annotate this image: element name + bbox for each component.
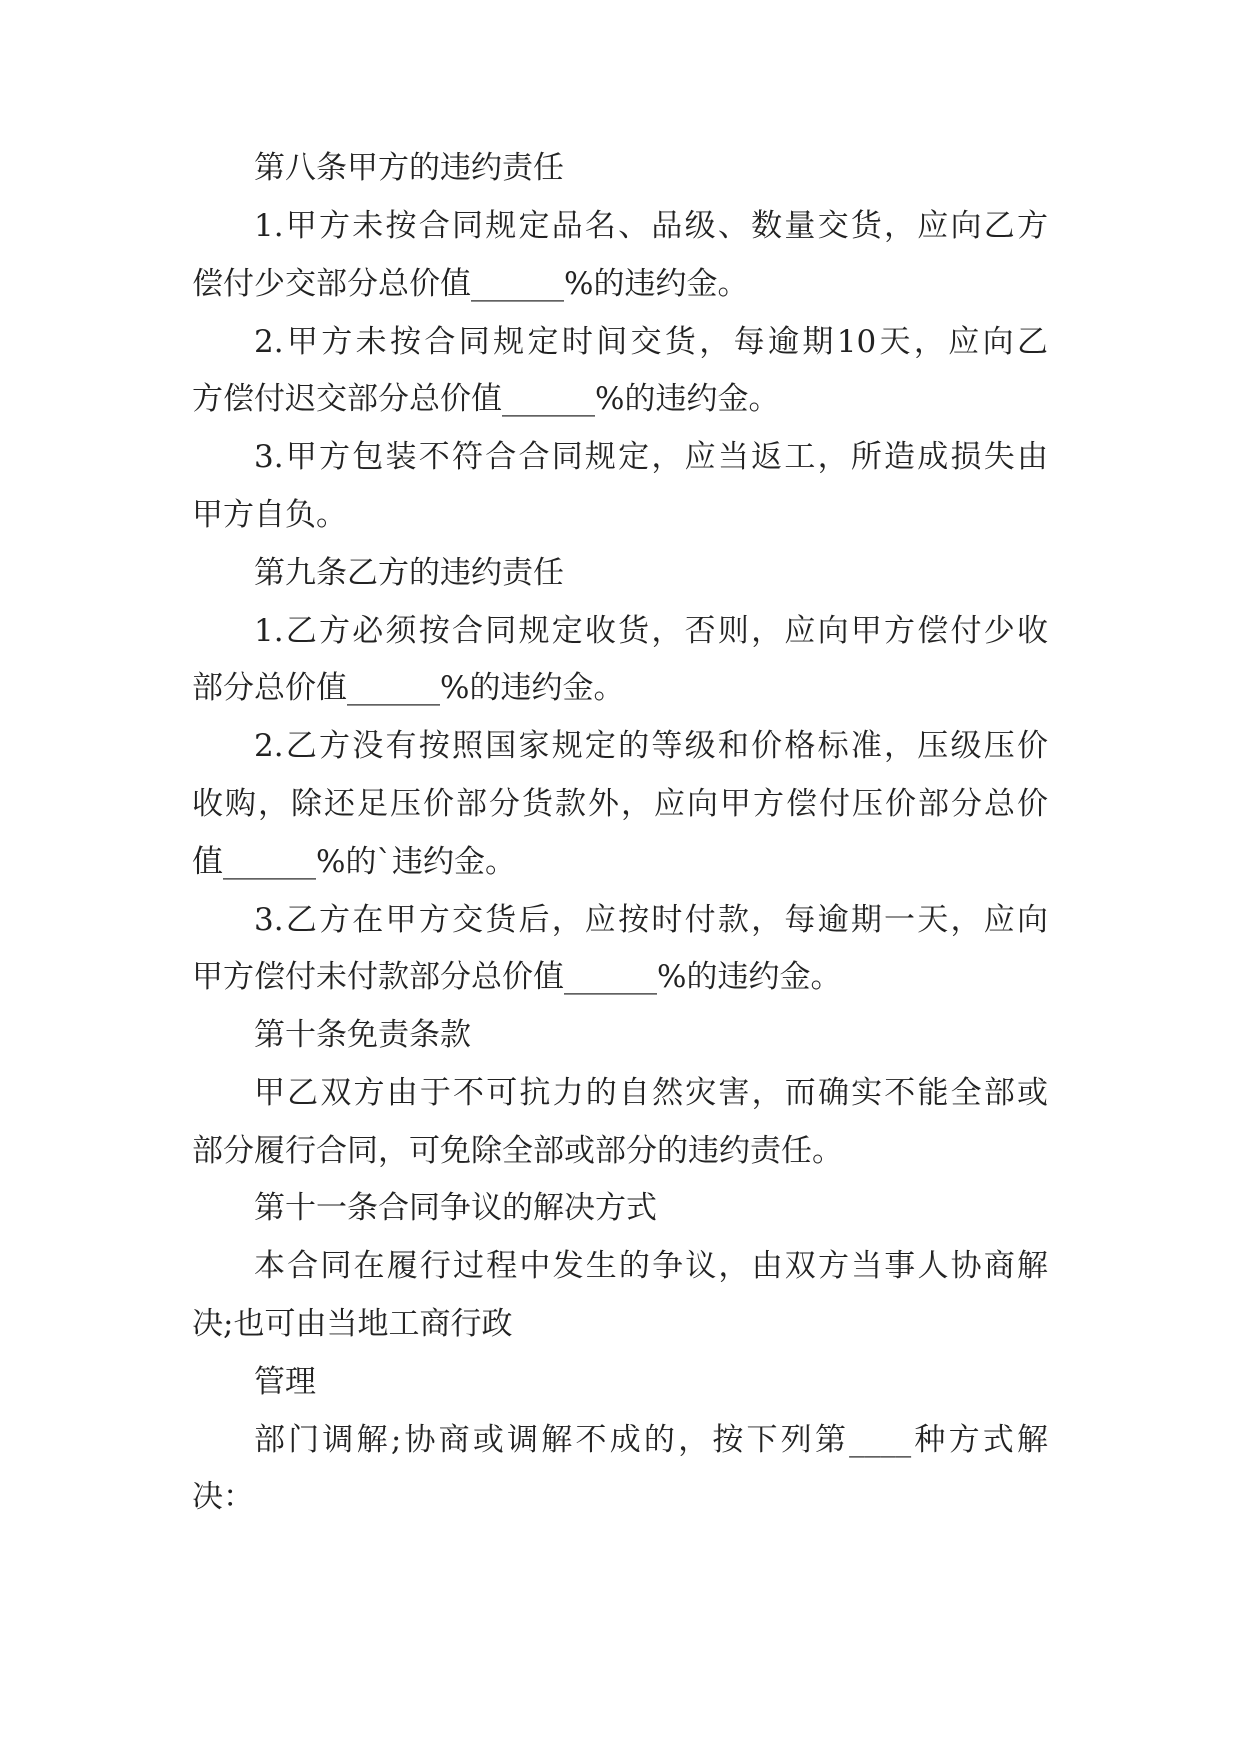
- article-11-heading: 第十一条合同争议的解决方式: [254, 1190, 657, 1226]
- article-9-item-2-line-2: 收购，除还足压价部分货款外，应向甲方偿付压价部分总价: [192, 786, 1048, 822]
- article-10-body-line-1: 甲乙双方由于不可抗力的自然灾害，而确实不能全部或: [254, 1075, 1048, 1111]
- article-11-body-line-1: 本合同在履行过程中发生的争议，由双方当事人协商解: [254, 1248, 1048, 1284]
- article-11-body-line-5: 决：: [192, 1479, 254, 1515]
- article-11-body-line-4: 部门调解;协商或调解不成的，按下列第____种方式解: [254, 1422, 1048, 1458]
- article-9-item-3-line-1: 3.乙方在甲方交货后，应按时付款，每逾期一天，应向: [254, 902, 1048, 938]
- article-10-body-line-2: 部分履行合同，可免除全部或部分的违约责任。: [192, 1133, 843, 1169]
- article-9-item-2-line-1: 2.乙方没有按照国家规定的等级和价格标准，压级压价: [254, 728, 1048, 764]
- article-9-item-1-line-2: 部分总价值______%的违约金。: [192, 670, 625, 706]
- article-8-item-3-line-1: 3.甲方包装不符合合同规定，应当返工，所造成损失由: [254, 439, 1048, 475]
- article-8-item-2-line-1: 2.甲方未按合同规定时间交货，每逾期10天，应向乙: [254, 324, 1048, 360]
- article-8-item-2-line-2: 方偿付迟交部分总价值______%的违约金。: [192, 381, 780, 417]
- article-10-heading: 第十条免责条款: [254, 1017, 471, 1053]
- article-11-body-line-2: 决;也可由当地工商行政: [192, 1306, 513, 1342]
- article-8-item-1-line-2: 偿付少交部分总价值______%的违约金。: [192, 266, 749, 302]
- article-8-heading: 第八条甲方的违约责任: [254, 150, 564, 186]
- article-9-heading: 第九条乙方的违约责任: [254, 555, 564, 591]
- article-9-item-2-line-3: 值______%的`违约金。: [192, 844, 516, 880]
- article-8-item-3-line-2: 甲方自负。: [192, 497, 347, 533]
- article-9-item-1-line-1: 1.乙方必须按合同规定收货，否则，应向甲方偿付少收: [254, 613, 1048, 649]
- article-8-item-1-line-1: 1.甲方未按合同规定品名、品级、数量交货，应向乙方: [254, 208, 1048, 244]
- article-9-item-3-line-2: 甲方偿付未付款部分总价值______%的违约金。: [192, 959, 842, 995]
- article-11-body-line-3: 管理: [254, 1364, 316, 1400]
